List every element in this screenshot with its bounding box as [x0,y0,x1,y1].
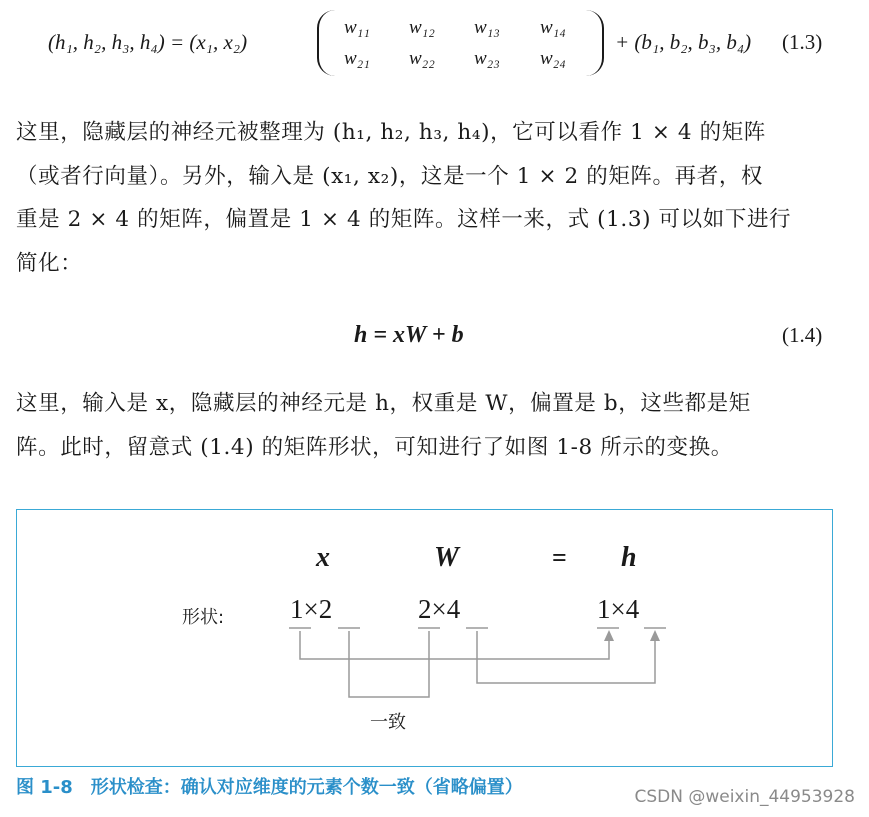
watermark: CSDN @weixin_44953928 [634,787,855,807]
equation-1-4: h = xW + b [354,322,464,348]
paragraph-line: 阵。此时，留意式 (1.4) 的矩阵形状，可知进行了如图 1-8 所示的变换。 [16,434,733,460]
matrix-cell: w₂₃ [474,48,500,69]
figure-header-equals: = [552,543,567,572]
matrix-cell: w₁₃ [474,17,500,38]
equation-1-3-lhs: (h₁, h₂, h₃, h₄) = (x₁, x₂) [48,30,248,54]
paragraph-line: 这里，隐藏层的神经元被整理为 (h₁, h₂, h₃, h₄)，它可以看作 1 × 4 的矩阵 [16,120,766,145]
equation-1-3-rhs: + (b₁, b₂, b₃, b₄) [615,30,752,54]
paragraph-line: 简化： [16,250,83,276]
matrix-cell: w₁₄ [540,17,566,38]
paragraph-line: 这里，输入是 x，隐藏层的神经元是 h，权重是 W，偏置是 b，这些都是矩 [16,391,751,416]
figure-header-w: W [434,542,459,573]
figure-caption: 图 1-8 形状检查：确认对应维度的元素个数一致（省略偏置） [16,777,523,798]
figure-header-x: x [316,542,330,573]
matrix-cell: w₂₄ [540,48,566,69]
match-label: 一致 [370,712,406,733]
equation-number-1-3: (1.3) [782,30,823,54]
shape-x: 1×2 [290,594,333,624]
arrow-head [604,630,614,641]
connector-cols [477,631,655,683]
paragraph-line: 重是 2 × 4 的矩阵，偏置是 1 × 4 的矩阵。这样一来，式 (1.3) 可以如下进行 [16,207,792,232]
equation-number-1-4: (1.4) [782,323,823,347]
matrix-cell: w₂₂ [409,48,435,69]
matrix-cell: w₂₁ [344,48,370,69]
matrix-cell: w₁₂ [409,17,435,38]
shape-w: 2×4 [418,594,461,624]
connector-rows [300,631,609,659]
shape-label: 形状: [182,607,225,628]
shape-h: 1×4 [597,594,640,624]
connector-match [349,631,429,697]
paragraph-line: （或者行向量）。另外，输入是 (x₁, x₂)，这是一个 1 × 2 的矩阵。再者，权 [16,163,764,189]
matrix-cell: w₁₁ [344,17,370,38]
arrow-head [650,630,660,641]
figure-header-h: h [621,542,637,573]
